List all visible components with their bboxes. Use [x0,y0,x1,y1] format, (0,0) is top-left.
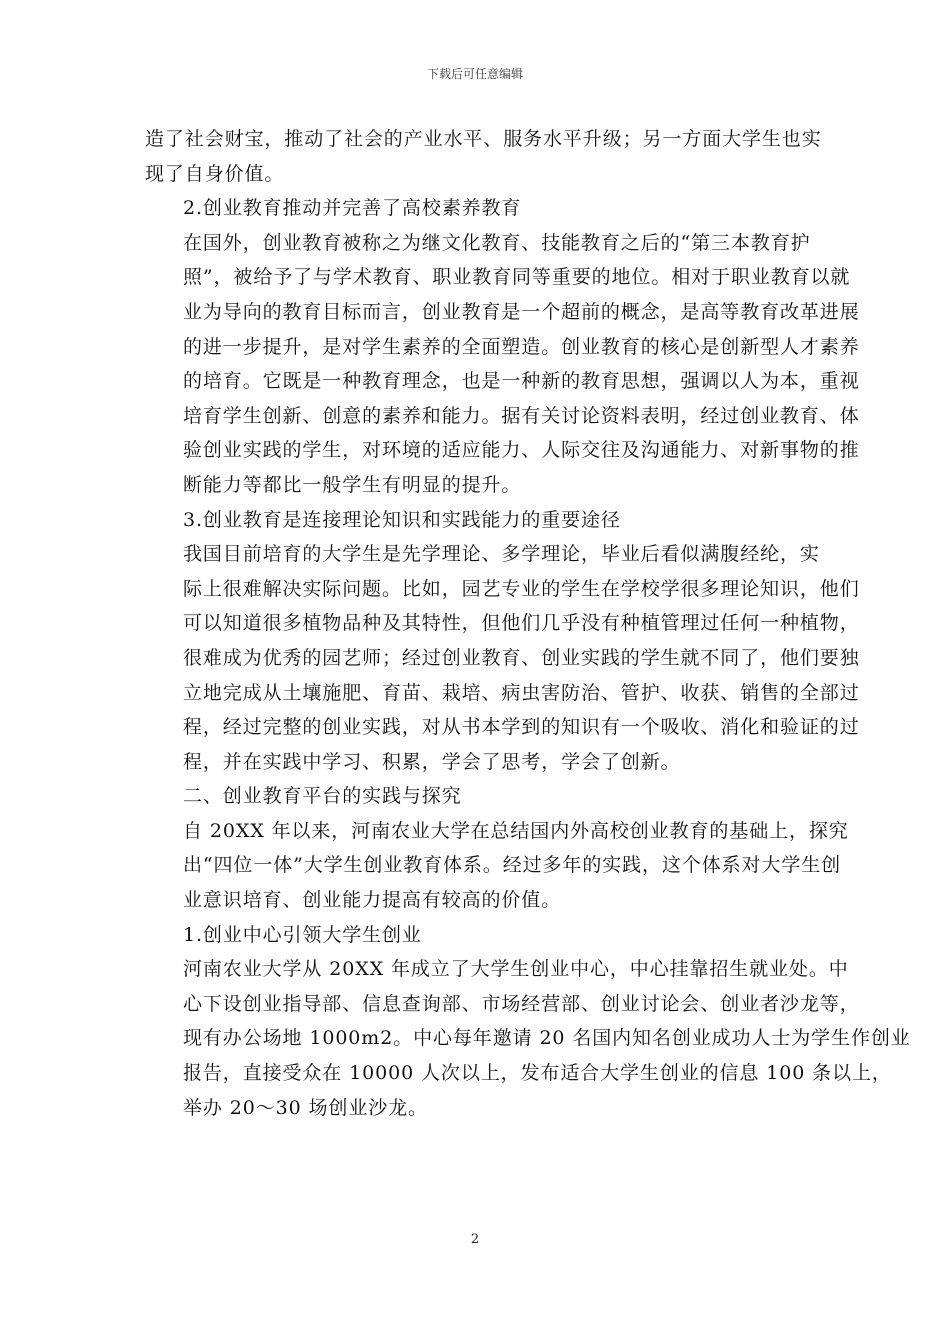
text-line: 现有办公场地 1000m2。中心每年邀请 20 名国内知名创业成功人士为学生作创业 [183,1027,911,1050]
text-line: 的培育。它既是一种教育理念，也是一种新的教育思想，强调以人为本，重视 [183,370,860,393]
page-number: 2 [470,1232,480,1247]
text-line: 断能力等都比一般学生有明显的提升。 [183,473,522,496]
text-line: 培育学生创新、创意的素养和能力。据有关讨论资料表明，经过创业教育、体 [183,404,860,427]
text-line: 程，并在实践中学习、积累，学会了思考，学会了创新。 [183,750,681,773]
text-line: 举办 20～30 场创业沙龙。 [183,1096,428,1119]
text-line: 3.创业教育是连接理论知识和实践能力的重要途径 [183,508,621,531]
paragraph [145,537,860,779]
text-line: 在国外，创业教育被称之为继文化教育、技能教育之后的“第三本教育护 [183,231,811,254]
paragraph [145,503,809,538]
text-line: 我国目前培育的大学生是先学理论、多学理论，毕业后看似满腹经纶，实 [183,543,820,566]
paragraph [145,191,809,226]
document-body [145,122,911,1125]
text-line: 1.创业中心引领大学生创业 [183,923,422,946]
paragraph [145,814,849,918]
text-line: 现了自身价值。 [145,162,285,185]
text-line: 二、创业教育平台的实践与探究 [183,785,462,808]
text-line: 业意识培育、创业能力提高有较高的价值。 [183,889,562,912]
text-line: 照”，被给予了与学术教育、职业教育同等重要的地位。相对于职业教育以就 [183,266,851,289]
paragraph [145,226,860,503]
text-line: 造了社会财宝，推动了社会的产业水平、服务水平升级；另一方面大学生也实 [145,128,822,150]
text-line: 业为导向的教育目标而言，创业教育是一个超前的概念，是高等教育改革进展 [183,300,860,323]
paragraph [145,122,822,191]
text-line: 出“四位一体”大学生创业教育体系。经过多年的实践，这个体系对大学生创 [183,854,842,877]
text-line: 河南农业大学从 20XX 年成立了大学生创业中心，中心挂靠招生就业处。中 [183,958,849,981]
paragraph [145,952,911,1125]
text-line: 的进一步提升，是对学生素养的全面塑造。创业教育的核心是创新型人才素养 [183,335,860,358]
page-header-note: 下载后可任意编辑 [426,67,523,81]
text-line: 验创业实践的学生，对环境的适应能力、人际交往及沟通能力、对新事物的推 [183,439,860,462]
text-line: 报告，直接受众在 10000 人次以上，发布适合大学生创业的信息 100 条以上， [183,1062,892,1085]
text-line: 2.创业教育推动并完善了高校素养教育 [183,197,522,220]
text-line: 可以知道很多植物品种及其特性，但他们几乎没有种植管理过任何一种植物， [183,612,860,635]
text-line: 自 20XX 年以来，河南农业大学在总结国内外高校创业教育的基础上，探究 [183,819,849,842]
text-line: 际上很难解决实际问题。比如，园艺专业的学生在学校学很多理论知识，他们 [183,577,860,600]
text-line: 立地完成从土壤施肥、育苗、栽培、病虫害防治、管护、收获、销售的全部过 [183,681,860,704]
paragraph [145,779,809,814]
paragraph [145,918,809,953]
text-line: 心下设创业指导部、信息查询部、市场经营部、创业讨论会、创业者沙龙等， [183,992,860,1015]
text-line: 程，经过完整的创业实践，对从书本学到的知识有一个吸收、消化和验证的过 [183,716,860,739]
text-line: 很难成为优秀的园艺师；经过创业教育、创业实践的学生就不同了，他们要独 [183,646,860,669]
